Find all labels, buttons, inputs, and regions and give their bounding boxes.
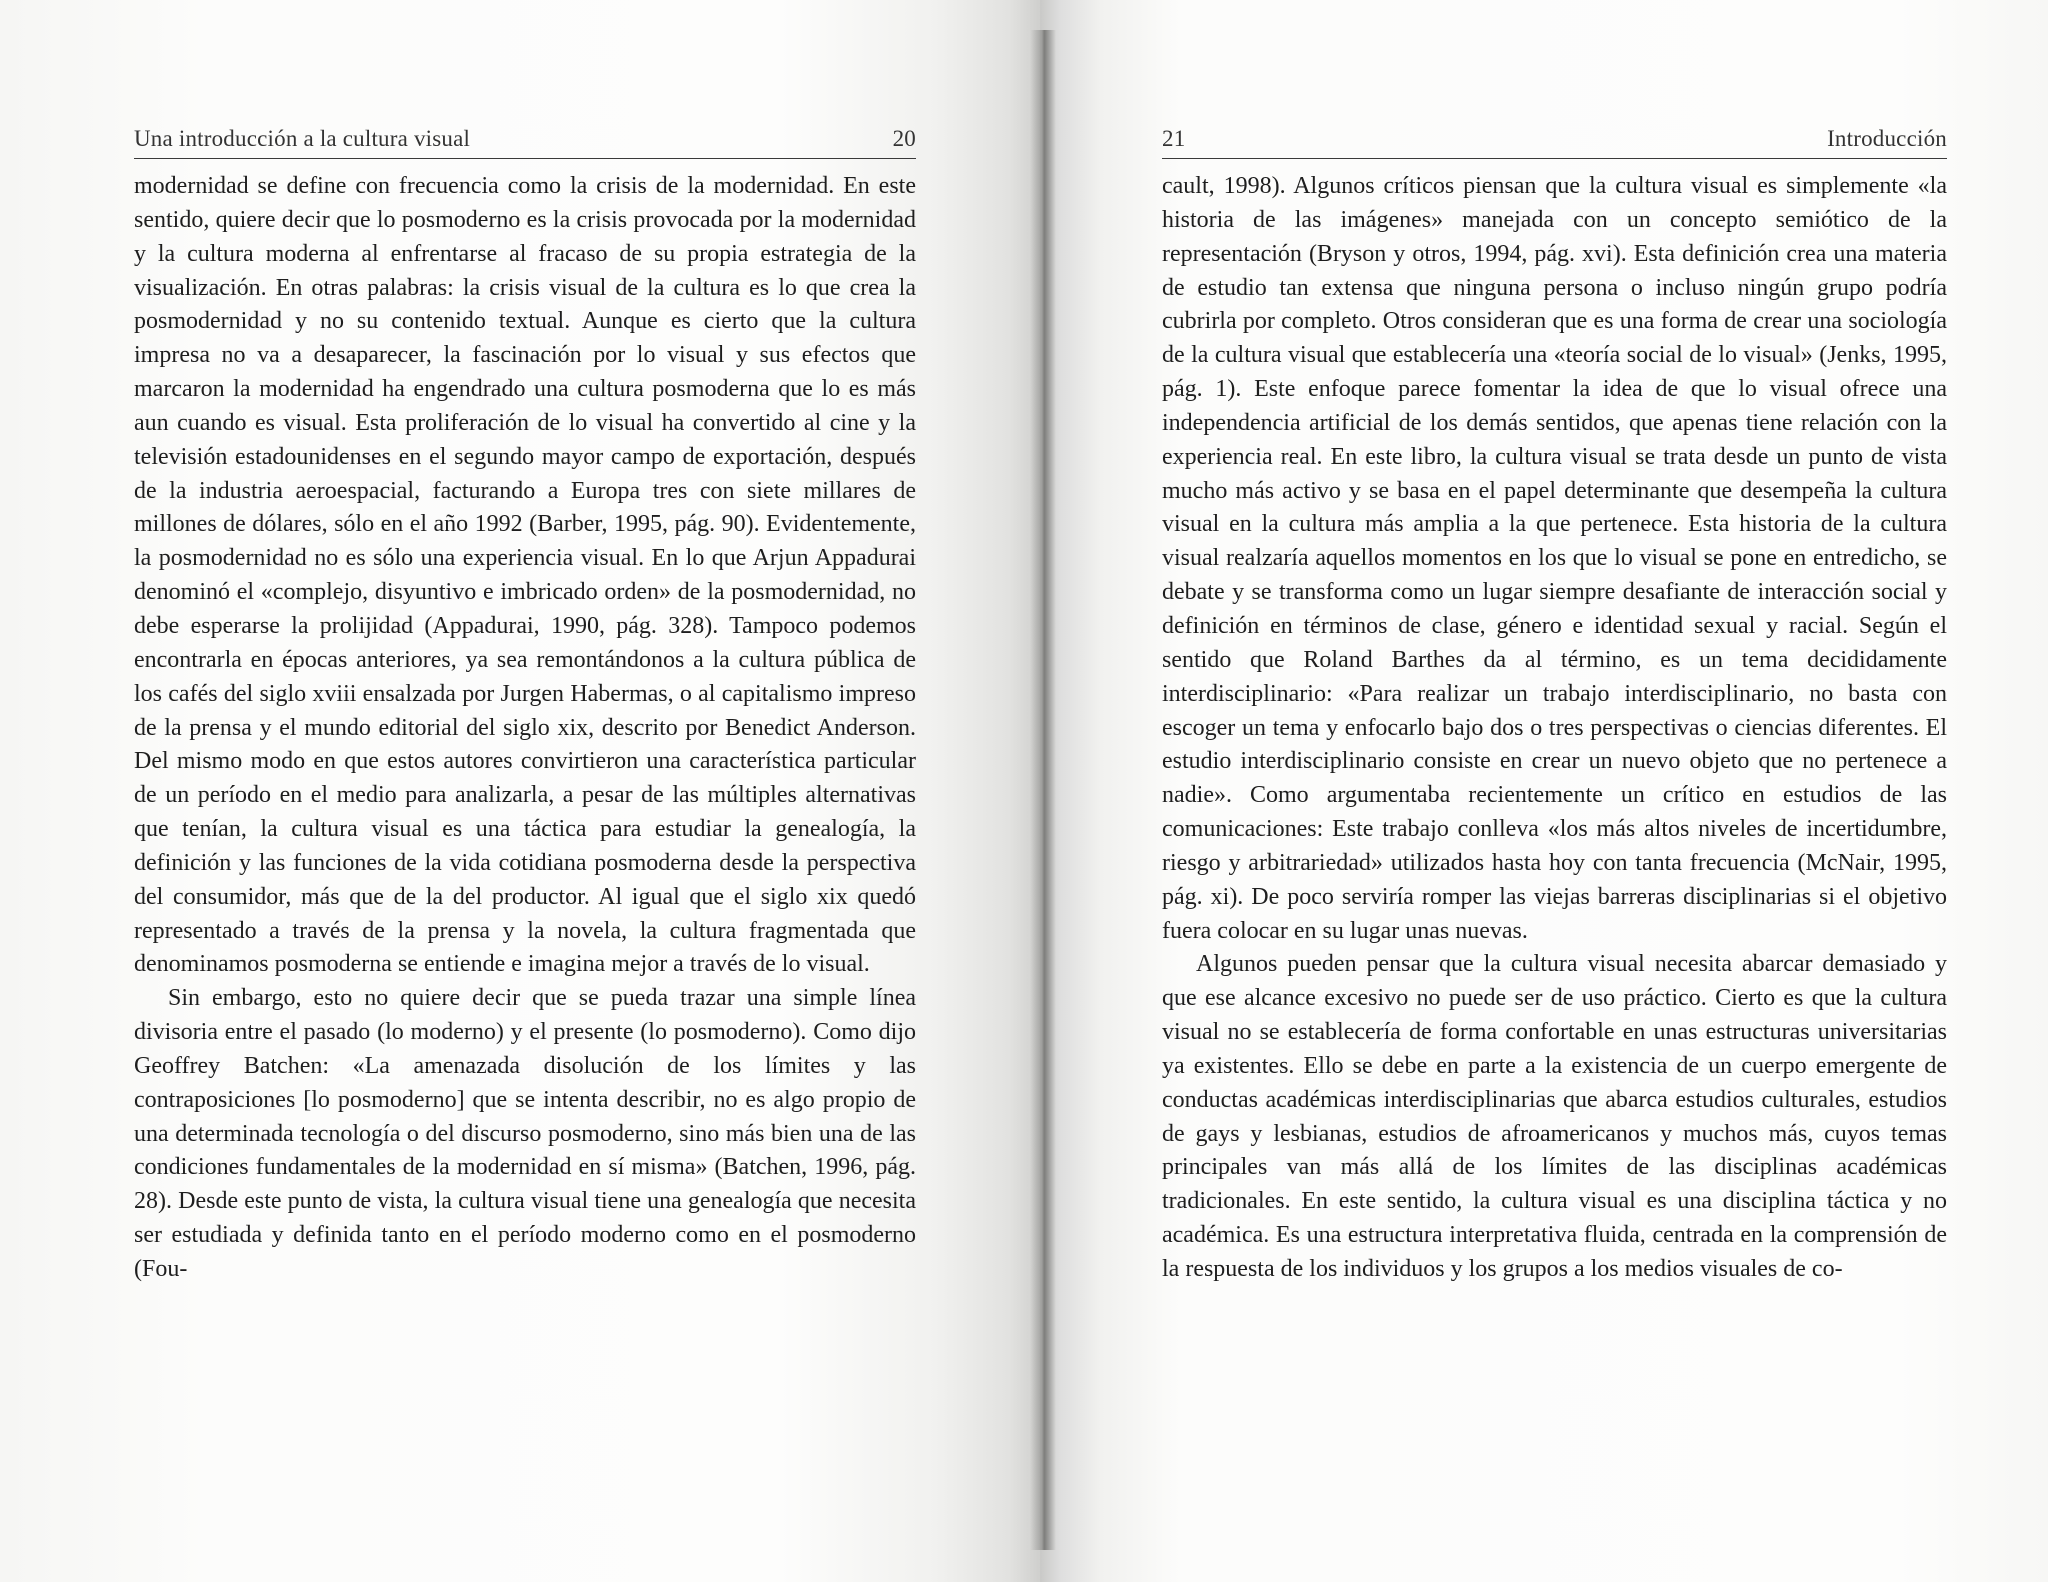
right-page [1040,0,2048,1582]
right-paragraph-1: cault, 1998). Algunos críticos piensan que la cultura visual es simplemente «la historia de las imágenes» manejada con un concepto semiótico de la representación (Bryson y otros, 1994, pág. xvi). Esta definición crea una materia de estudio tan extensa que ninguna persona o incluso ningún grupo podría cubrirla por completo. Otros consideran que es una forma de crear una sociología de la cultura visual que establecería una «teoría social de lo visual» (Jenks, 1995, pág. 1). Este enfoque parece fomentar la idea de que lo visual ofrece una independencia artificial de los demás sentidos, que apenas tiene relación con la experiencia real. En este libro, la cultura visual se trata desde un punto de vista mucho más activo y se basa en el papel determinante que desempeña la cultura visual en la cultura más amplia a la que pertenece. Esta historia de la cultura visual realzaría aquellos momentos en los que lo visual se pone en entredicho, se debate y se transforma como un lugar siempre desafiante de interacción social y definición en términos de clase, género e identidad sexual y racial. Según el sentido que Roland Barthes da al término, es un tema decididamente interdisciplinario: «Para realizar un trabajo interdisciplinario, no basta con escoger un tema y enfocarlo bajo dos o tres perspectivas o ciencias diferentes. El estudio interdisciplinario consiste en crear un nuevo objeto que no pertenece a nadie». Como argumentaba recientemente un crítico en estudios de las comunicaciones: Este trabajo conlleva «los más altos niveles de incertidumbre, riesgo y arbitrariedad» utilizados hasta hoy con tanta frecuencia (McNair, 1995, pág. xi). De poco serviría romper las viejas barreras disciplinarias si el objetivo fuera colocar en su lugar unas nuevas. [1162,173,1947,944]
right-paragraph-2: Algunos pueden pensar que la cultura visual necesita abarcar demasiado y que ese alcance excesivo no puede ser de uso práctico. Cierto es que la cultura visual no se establecería de forma confortable en unas estructuras universitarias ya existentes. Ello se debe en parte a la existencia de un cuerpo emergente de conductas académicas interdisciplinarias que abarca estudios culturales, estudios de gays y lesbianas, estudios de afroamericanos y muchos más, cuyos temas principales van más allá de los límites de las disciplinas académicas tradicionales. En este sentido, la cultura visual es una disciplina táctica y no académica. Es una estructura interpretativa fluida, centrada en la comprensión de la respuesta de los individuos y los grupos a los medios visuales de co- [1162,951,1947,1282]
left-paragraph-1: modernidad se define con frecuencia como la crisis de la modernidad. En este sentido, quiere decir que lo posmoderno es la crisis provocada por la modernidad y la cultura moderna al enfrentarse al fracaso de su propia estrategia de la visualización. En otras palabras: la crisis visual de la cultura es lo que crea la posmodernidad y no su contenido textual. Aunque es cierto que la cultura impresa no va a desaparecer, la fascinación por lo visual y sus efectos que marcaron la modernidad ha engendrado una cultura posmoderna que lo es más aun cuando es visual. Esta proliferación de lo visual ha convertido al cine y la televisión estadounidenses en el segundo mayor campo de exportación, después de la industria aeroespacial, facturando a Europa tres con siete millares de millones de dólares, sólo en el año 1992 (Barber, 1995, pág. 90). Evidentemente, la posmodernidad no es sólo una experiencia visual. En lo que Arjun Appadurai denominó el «complejo, disyuntivo e imbricado orden» de la posmodernidad, no debe esperarse la prolijidad (Appadurai, 1990, pág. 328). Tampoco podemos encontrarla en épocas anteriores, ya sea remontándonos a la cultura pública de los cafés del siglo xviii ensalzada por Jurgen Habermas, o al capitalismo impreso de la prensa y el mundo editorial del siglo xix, descrito por Benedict Anderson. Del mismo modo en que estos autores convirtieron una característica particular de un período en el medio para analizarla, a pesar de las múltiples alternativas que tenían, la cultura visual es una táctica para estudiar la genealogía, la definición y las funciones de la vida cotidiana posmoderna desde la perspectiva del consumidor, más que de la del productor. Al igual que el siglo xix quedó representado a través de la prensa y la novela, la cultura fragmentada que denominamos posmoderna se entiende e imagina mejor a través de lo visual. [134,173,916,978]
right-running-head-title: Introducción [1827,126,1947,151]
left-page-number: 20 [892,126,916,151]
left-paragraph-2: Sin embargo, esto no quiere decir que se pueda trazar una simple línea divisoria entre el pasado (lo moderno) y el presente (lo posmoderno). Como dijo Geoffrey Batchen: «La amenazada disolución de los límites y las contraposiciones [lo posmoderno] que se intenta describir, no es algo propio de una determinada tecnología o del discurso posmoderno, sino más bien una de las condiciones fundamentales de la modernidad en sí misma» (Batchen, 1996, pág. 28). Desde este punto de vista, la cultura visual tiene una genealogía que necesita ser estudiada y definida tanto en el período moderno como en el posmoderno (Fou- [134,985,916,1282]
left-running-head-title: Una introducción a la cultura visual [134,126,471,151]
left-body-text [134,170,916,1287]
left-running-head [134,122,916,159]
right-body-text [1162,170,1947,1287]
right-page-number: 21 [1162,126,1186,151]
book-gutter [1030,30,1056,1550]
right-running-head [1162,122,1947,159]
